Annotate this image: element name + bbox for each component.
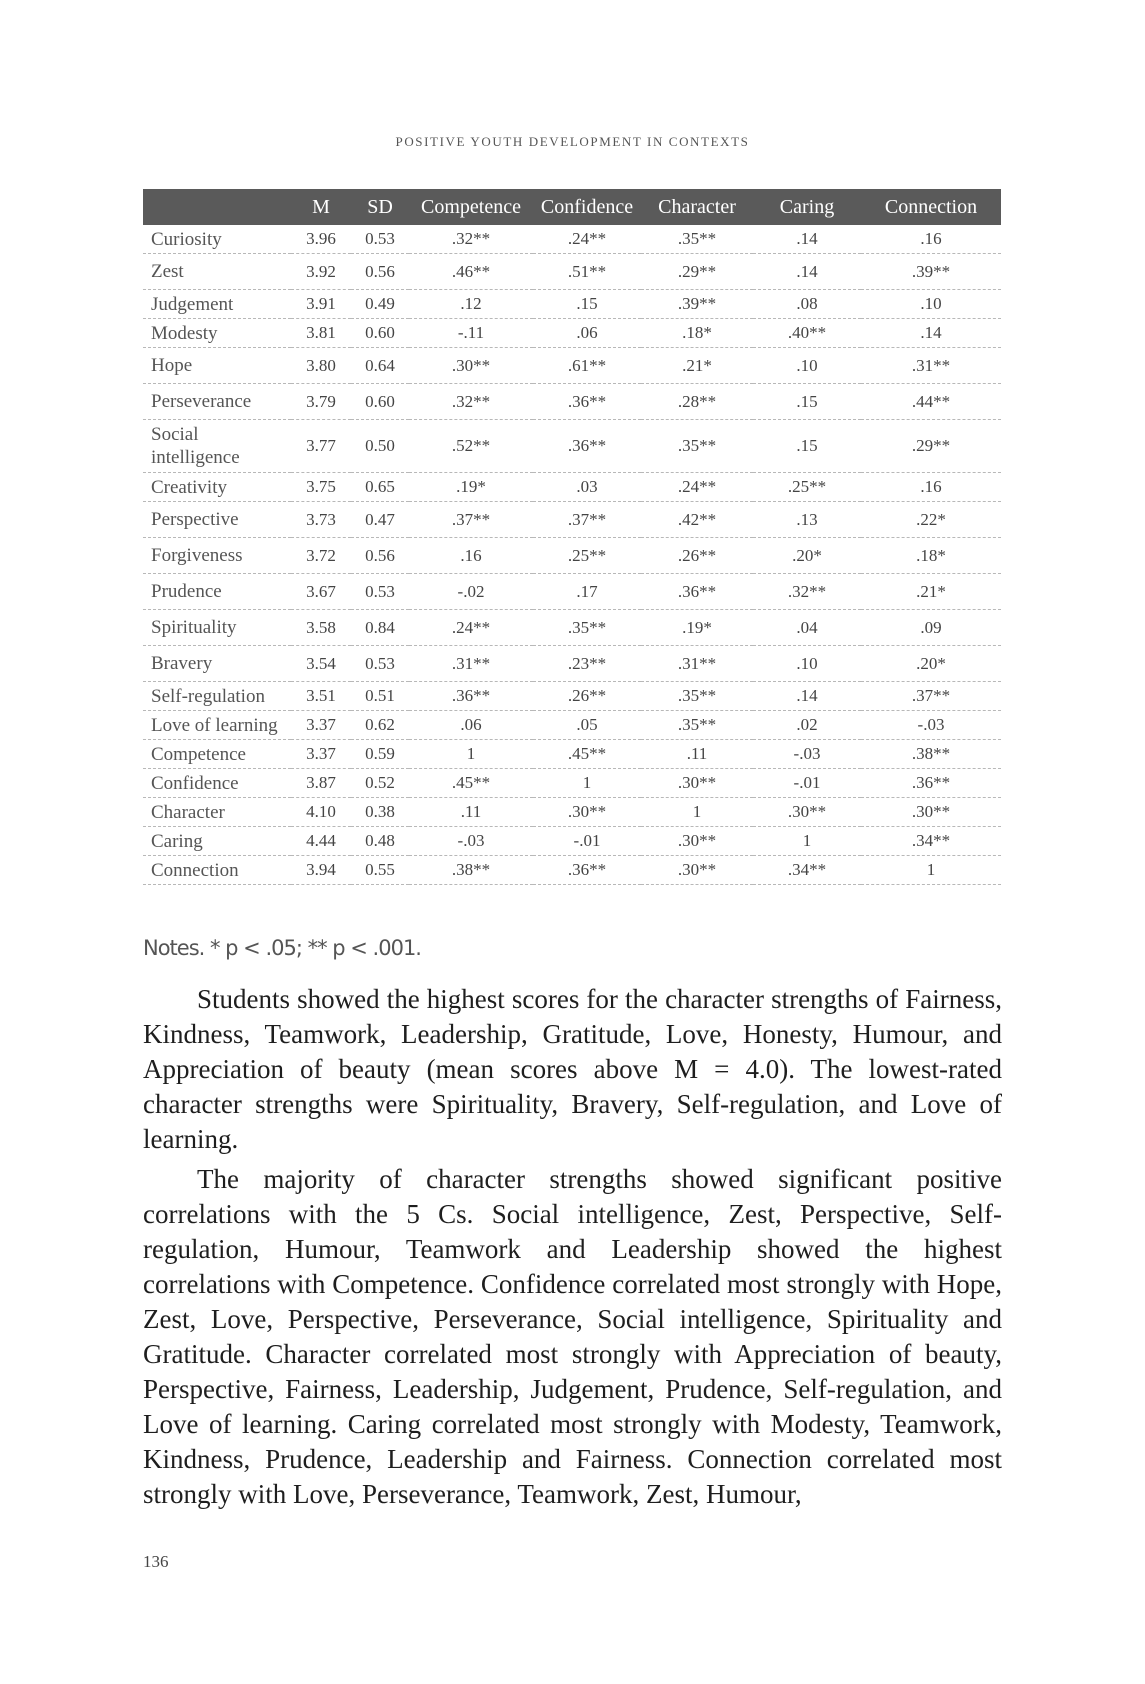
table-cell: 3.96 [291,225,351,254]
table-cell: 4.10 [291,798,351,827]
header-cell: Confidence [533,189,641,225]
table-cell: 3.94 [291,856,351,885]
table-cell: 0.47 [351,502,409,538]
table-cell: .35** [641,711,753,740]
table-cell: 1 [753,827,861,856]
table-cell: .36** [533,384,641,420]
table-cell: 3.80 [291,348,351,384]
row-label: Self-regulation [143,682,291,711]
table-cell: 3.72 [291,538,351,574]
row-label: Social intelligence [143,420,291,473]
table-cell: .13 [753,502,861,538]
table-cell: .19* [641,610,753,646]
table-cell: 0.51 [351,682,409,711]
table-cell: .36** [409,682,533,711]
table-cell: .18* [861,538,1001,574]
paragraph: Students showed the highest scores for the character strengths of Fairness, Kindness, Teamwork, Leadership, Gratitude, Love, Honesty, Humour, and Appreciation of beauty (mean scores above M = 4.0). The lowest-rated character strengths were Spirituality, Bravery, Self-regulation, and Love of learning. [143,984,1002,1154]
table-row [143,711,1001,740]
table-cell: 0.38 [351,798,409,827]
table-cell: 1 [409,740,533,769]
table-cell: 0.50 [351,420,409,473]
row-label: Confidence [143,769,291,798]
table-cell: 3.87 [291,769,351,798]
table-cell: 0.56 [351,254,409,290]
table-cell: .15 [753,420,861,473]
table-row [143,319,1001,348]
table-cell: .17 [533,574,641,610]
table-header [143,189,1001,225]
table-cell: .31** [861,348,1001,384]
row-label: Curiosity [143,225,291,254]
table-cell: 0.48 [351,827,409,856]
table-row [143,769,1001,798]
row-label: Perspective [143,502,291,538]
table-cell: .30** [409,348,533,384]
table-row [143,473,1001,502]
table-cell: .30** [641,856,753,885]
table-row [143,290,1001,319]
table-cell: .09 [861,610,1001,646]
table-cell: .02 [753,711,861,740]
table-cell: 3.81 [291,319,351,348]
table-cell: .24** [409,610,533,646]
table-cell: .32** [409,384,533,420]
table-cell: .45** [533,740,641,769]
table-cell: .10 [753,348,861,384]
row-label: Forgiveness [143,538,291,574]
row-label: Competence [143,740,291,769]
table-cell: 0.60 [351,384,409,420]
table-cell: .10 [753,646,861,682]
table-cell: 0.59 [351,740,409,769]
header-cell: SD [351,189,409,225]
table-cell: .31** [409,646,533,682]
table-cell: .36** [533,420,641,473]
table-row [143,646,1001,682]
table-cell: .14 [753,225,861,254]
row-label: Judgement [143,290,291,319]
table-cell: .26** [533,682,641,711]
table-cell: 0.53 [351,646,409,682]
correlation-table [143,189,1001,885]
table-cell: 0.52 [351,769,409,798]
row-label: Bravery [143,646,291,682]
table-row [143,254,1001,290]
table-cell: 0.65 [351,473,409,502]
table-cell: .36** [533,856,641,885]
table-cell: .37** [409,502,533,538]
header-cell: Character [641,189,753,225]
table-cell: 4.44 [291,827,351,856]
table-cell: .14 [753,254,861,290]
table-cell: 0.53 [351,574,409,610]
table-cell: .46** [409,254,533,290]
table-cell: 3.58 [291,610,351,646]
table-cell: .35** [641,420,753,473]
header-row [143,189,1001,225]
table-cell: 0.49 [351,290,409,319]
table-cell: .16 [861,225,1001,254]
row-label: Character [143,798,291,827]
table-cell: 0.55 [351,856,409,885]
table-cell: 3.75 [291,473,351,502]
table-cell: .39** [861,254,1001,290]
table-cell: .21* [861,574,1001,610]
paragraph: The majority of character strengths showed significant positive correlations with the 5 Cs. Social intelligence, Zest, Perspective, Self-regulation, Humour, Teamwork and Leadership showed the highest correlations with Competence. Confidence correlated most strongly with Hope, Zest, Love, Perspective, Perseverance, Social intelligence, Spirituality and Gratitude. Character correlated most strongly with Appreciation of beauty, Perspective, Fairness, Leadership, Judgement, Prudence, Self-regulation, and Love of learning. Caring correlated most strongly with Modesty, Teamwork, Kindness, Prudence, Leadership and Fairness. Connection correlated most strongly with Love, Perseverance, Teamwork, Zest, Humour, [143,1164,1002,1509]
table-row [143,827,1001,856]
table-cell: .35** [641,682,753,711]
table-cell: 3.51 [291,682,351,711]
row-label: Modesty [143,319,291,348]
table-cell: .15 [753,384,861,420]
table-row [143,740,1001,769]
table-cell: .21* [641,348,753,384]
row-label: Creativity [143,473,291,502]
table-cell: .36** [641,574,753,610]
table-cell: 3.77 [291,420,351,473]
table-cell: 0.56 [351,538,409,574]
row-label: Hope [143,348,291,384]
table-cell: -.11 [409,319,533,348]
table-cell: .08 [753,290,861,319]
header-cell: Caring [753,189,861,225]
table-cell: .30** [753,798,861,827]
table-cell: .26** [641,538,753,574]
table-cell: 3.91 [291,290,351,319]
table-cell: .32** [409,225,533,254]
table-cell: .30** [861,798,1001,827]
table-cell: .25** [753,473,861,502]
table-row [143,856,1001,885]
table-cell: -.01 [533,827,641,856]
table-cell: .11 [409,798,533,827]
table-cell: 0.62 [351,711,409,740]
table-cell: .34** [753,856,861,885]
table-cell: .40** [753,319,861,348]
table-cell: .06 [409,711,533,740]
table-row [143,610,1001,646]
table-cell: .52** [409,420,533,473]
table-cell: .42** [641,502,753,538]
table-cell: .16 [409,538,533,574]
table-cell: .16 [861,473,1001,502]
table-cell: .30** [641,769,753,798]
table-cell: .29** [861,420,1001,473]
table-cell: .38** [409,856,533,885]
table-cell: .06 [533,319,641,348]
table-cell: 3.73 [291,502,351,538]
table-row [143,502,1001,538]
table-cell: .31** [641,646,753,682]
table-row [143,798,1001,827]
table-cell: -.03 [861,711,1001,740]
table-cell: 3.37 [291,740,351,769]
table-row [143,384,1001,420]
table-cell: 3.37 [291,711,351,740]
table-cell: .32** [753,574,861,610]
table-cell: -.03 [409,827,533,856]
table-cell: .28** [641,384,753,420]
running-head: POSITIVE YOUTH DEVELOPMENT IN CONTEXTS [395,134,750,149]
table-cell: 3.54 [291,646,351,682]
table-row [143,225,1001,254]
row-label: Prudence [143,574,291,610]
table-cell: 3.67 [291,574,351,610]
table-cell: .14 [753,682,861,711]
table-cell: .38** [861,740,1001,769]
row-label: Caring [143,827,291,856]
table-cell: 0.53 [351,225,409,254]
table-cell: 1 [641,798,753,827]
table-cell: .24** [533,225,641,254]
table-cell: .25** [533,538,641,574]
table-cell: .34** [861,827,1001,856]
table-cell: .18* [641,319,753,348]
page-number: 136 [143,1552,169,1571]
table-cell: .14 [861,319,1001,348]
header-cell-blank [143,189,291,225]
table-cell: 1 [533,769,641,798]
table-cell: 3.79 [291,384,351,420]
table-cell: 0.64 [351,348,409,384]
table-cell: .37** [861,682,1001,711]
table-cell: .30** [533,798,641,827]
table-cell: .45** [409,769,533,798]
table-cell: .24** [641,473,753,502]
row-label: Zest [143,254,291,290]
table-cell: .20* [753,538,861,574]
table-cell: .05 [533,711,641,740]
table-cell: .22* [861,502,1001,538]
row-label: Love of learning [143,711,291,740]
table-cell: .19* [409,473,533,502]
table-cell: .44** [861,384,1001,420]
table-cell: .23** [533,646,641,682]
table-row [143,538,1001,574]
header-cell: Connection [861,189,1001,225]
table-row [143,348,1001,384]
table-cell: 3.92 [291,254,351,290]
table-row [143,420,1001,473]
table-cell: .15 [533,290,641,319]
table-cell: .35** [641,225,753,254]
row-label: Connection [143,856,291,885]
table-cell: .29** [641,254,753,290]
table-cell: .04 [753,610,861,646]
body-text [143,982,1002,1517]
table-cell: .36** [861,769,1001,798]
table-cell: .39** [641,290,753,319]
table-body [143,225,1001,885]
table-cell: -.02 [409,574,533,610]
row-label: Spirituality [143,610,291,646]
row-label: Perseverance [143,384,291,420]
table-notes: Notes. * p < .05; ** p < .001. [143,936,421,960]
table-cell: .51** [533,254,641,290]
table-cell: .35** [533,610,641,646]
header-cell: Competence [409,189,533,225]
table-row [143,682,1001,711]
table-cell: .03 [533,473,641,502]
table-cell: 0.84 [351,610,409,646]
table-cell: -.01 [753,769,861,798]
table-row [143,574,1001,610]
table-cell: -.03 [753,740,861,769]
table-cell: .20* [861,646,1001,682]
table-cell: .37** [533,502,641,538]
table-cell: .61** [533,348,641,384]
table-cell: .10 [861,290,1001,319]
table-cell: .11 [641,740,753,769]
header-cell: M [291,189,351,225]
table-cell: .30** [641,827,753,856]
table-cell: .12 [409,290,533,319]
table-cell: 0.60 [351,319,409,348]
table-cell: 1 [861,856,1001,885]
